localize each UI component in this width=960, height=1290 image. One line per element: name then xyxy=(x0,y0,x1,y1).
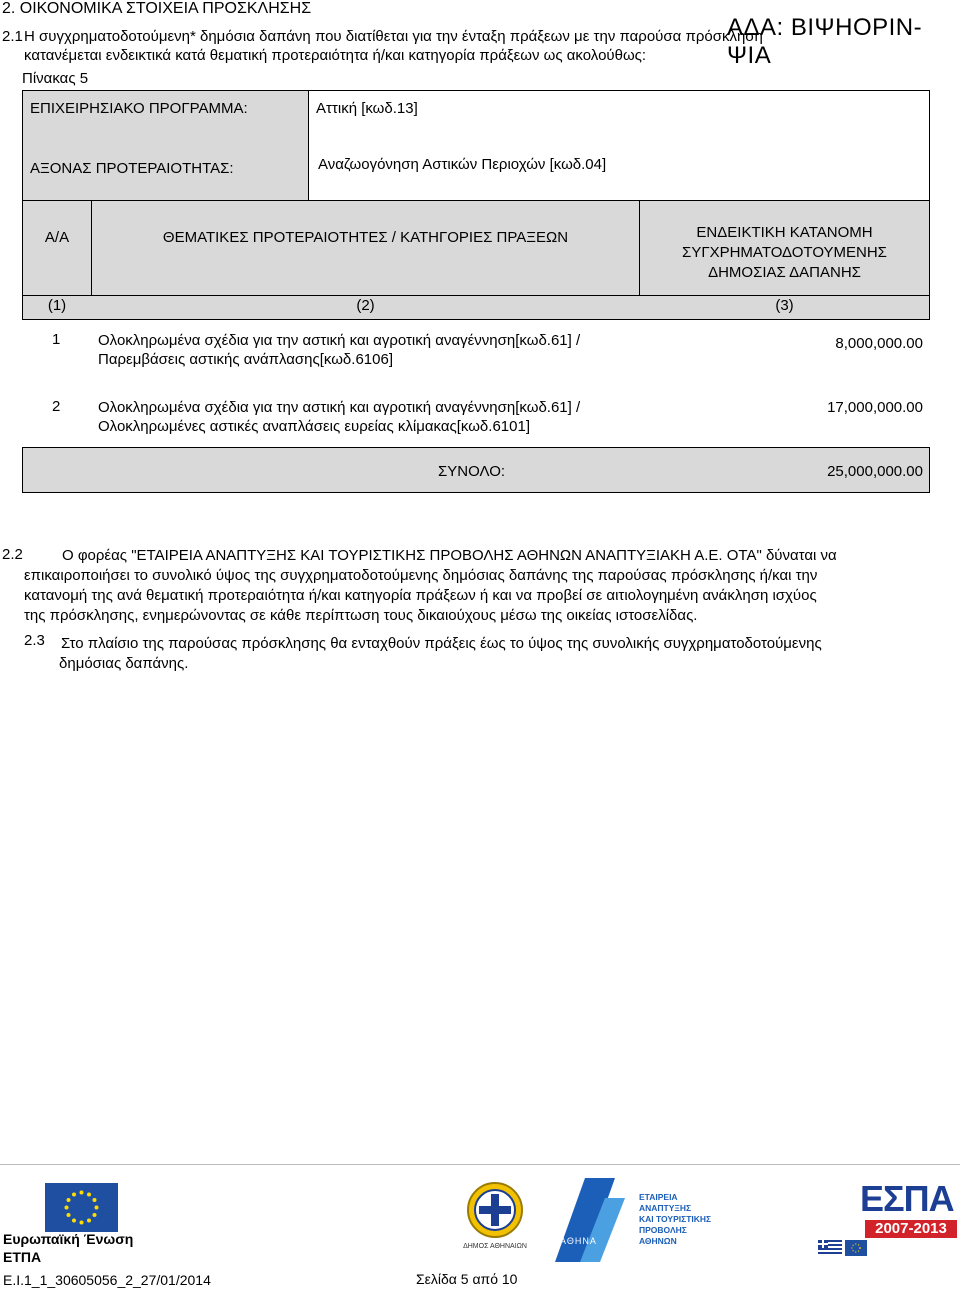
eu-label: Ευρωπαϊκή Ένωση xyxy=(3,1231,134,1247)
ada-code: ΑΔΑ: ΒΙΨΗΟΡΙΝ-ΨΙΑ xyxy=(727,14,923,69)
paragraph-number: 2.1 xyxy=(2,28,23,45)
section-title: 2. ΟΙΚΟΝΟΜΙΚΑ ΣΤΟΙΧΕΙΑ ΠΡΟΣΚΛΗΣΗΣ xyxy=(2,0,312,17)
athens-caption: ΔΗΜΟΣ ΑΘΗΝΑΙΩΝ xyxy=(463,1243,527,1250)
espa-logo xyxy=(810,1178,960,1258)
row-aa: 1 xyxy=(52,331,61,348)
eu-star-icon xyxy=(95,1206,99,1210)
paragraph-2-1 xyxy=(2,27,904,65)
paragraph-line: Στο πλαίσιο της παρούσας πρόσκλησης θα ενταχθούν πράξεις έως το ύψος της συνολικής συγχρηματοδοτούμενης xyxy=(61,635,822,652)
eu-star-icon xyxy=(87,1218,91,1222)
header-categories-cell xyxy=(91,200,640,296)
program-label: ΕΠΙΧΕΙΡΗΣΙΑΚΟ ΠΡΟΓΡΑΜΜΑ: xyxy=(30,100,248,117)
program-value: Αττική [κωδ.13] xyxy=(316,100,418,117)
greek-flag-icon xyxy=(818,1240,868,1260)
paragraph-line: κατανομή της ανά θεματική προτεραιότητα ή/και κατηγορία πράξεων ή και να προβεί σε αιτιολογημένη ανάκληση ισχύος xyxy=(24,587,817,604)
row-amount: 17,000,000.00 xyxy=(827,399,923,416)
eu-star-icon xyxy=(80,1221,84,1225)
etaireia-line: ΑΝΑΠΤΥΞΗΣ xyxy=(639,1203,692,1213)
eu-star-icon xyxy=(87,1193,91,1197)
document-code: Ε.Ι.1_1_30605056_2_27/01/2014 xyxy=(3,1272,211,1288)
header-aa-cell xyxy=(22,200,92,296)
axis-value: Αναζωογόνηση Αστικών Περιοχών [κωδ.04] xyxy=(318,156,607,173)
paragraph-line: επικαιροποιήσει το συνολικό ύψος της συγχρηματοδοτούμενης δημόσιας δαπάνης της παρούσας πρόσκλησης ή/και την xyxy=(24,567,818,584)
column-header-categories: ΘΕΜΑΤΙΚΕΣ ΠΡΟΤΕΡΑΙΟΤΗΤΕΣ / ΚΑΤΗΓΟΡΙΕΣ ΠΡΑΞΕΩΝ xyxy=(162,229,569,246)
column-number-1: (1) xyxy=(47,297,67,314)
row-category-line: Παρεμβάσεις αστικής ανάπλασης[κωδ.6106] xyxy=(98,351,393,368)
footer-divider xyxy=(0,1164,960,1165)
etpa-label: ΕΤΠΑ xyxy=(3,1249,42,1265)
paragraph-number: 2.2 xyxy=(2,546,23,563)
paragraph-line: δημόσιας δαπάνης. xyxy=(59,655,189,672)
espa-title: ΕΣΠΑ xyxy=(860,1178,954,1219)
eu-flag-icon xyxy=(45,1183,118,1232)
column-header-allocation-line: ΔΗΜΟΣΙΑΣ ΔΑΠΑΝΗΣ xyxy=(708,264,861,281)
paragraph-line: της πρόσκλησης, ενημερώνοντας σε κάθε περίπτωση τους δικαιούχους μέσω της οικείας ιστοσελίδας. xyxy=(24,607,698,624)
column-header-allocation-line: ΕΝΔΕΙΚΤΙΚΗ ΚΑΤΑΝΟΜΗ xyxy=(696,224,873,241)
etaireia-line: ΚΑΙ ΤΟΥΡΙΣΤΙΚΗΣ xyxy=(639,1214,712,1224)
paragraph-2-2 xyxy=(24,546,936,626)
row-aa: 2 xyxy=(52,398,61,415)
row-category-line: Ολοκληρωμένες αστικές αναπλάσεις ευρείας κλίμακας[κωδ.6101] xyxy=(98,418,530,435)
etaireia-line: ΕΤΑΙΡΕΙΑ xyxy=(639,1192,678,1202)
table-row xyxy=(98,331,580,369)
paragraph-number: 2.3 xyxy=(24,632,45,649)
eu-star-icon xyxy=(67,1213,71,1217)
row-category-line: Ολοκληρωμένα σχέδια για την αστική και αγροτική αναγέννηση[κωδ.61] / xyxy=(98,399,581,416)
etaireia-logo xyxy=(555,1178,740,1262)
total-label: ΣΥΝΟΛΟ: xyxy=(438,463,506,480)
etaireia-line: ΠΡΟΒΟΛΗΣ xyxy=(639,1225,687,1235)
row-category-line: Ολοκληρωμένα σχέδια για την αστική και αγροτική αναγέννηση[κωδ.61] / xyxy=(98,332,581,349)
paragraph-line: κατανέμεται ενδεικτικά κατά θεματική προτεραιότητα ή/και κατηγορία πράξεων ως ακολούθως: xyxy=(24,47,647,64)
eu-star-icon xyxy=(65,1206,69,1210)
column-header-allocation xyxy=(639,223,930,283)
row-amount: 8,000,000.00 xyxy=(835,335,923,352)
paragraph-line: Ο φορέας "ΕΤΑΙΡΕΙΑ ΑΝΑΠΤΥΞΗΣ ΚΑΙ ΤΟΥΡΙΣΤΙΚΗΣ ΠΡΟΒΟΛΗΣ ΑΘΗΝΩΝ ΑΝΑΠΤΥΞΙΑΚΗ Α.Ε. ΟΤΑ" δύναται να xyxy=(62,547,837,564)
column-header-aa: Α/Α xyxy=(44,229,70,246)
column-number-2: (2) xyxy=(356,297,375,314)
eu-star-icon xyxy=(67,1198,71,1202)
page-number: Σελίδα 5 από 10 xyxy=(416,1271,518,1287)
table-label: Πίνακας 5 xyxy=(22,70,89,87)
paragraph-line: Η συγχρηματοδοτούμενη* δημόσια δαπάνη που διατίθεται για την ένταξη πράξεων με την παρούσα πρόσκληση xyxy=(24,28,763,45)
eu-star-icon xyxy=(92,1198,96,1202)
total-value: 25,000,000.00 xyxy=(827,463,923,480)
espa-years: 2007-2013 xyxy=(865,1220,957,1238)
etaireia-text xyxy=(639,1192,711,1247)
axis-label: ΑΞΟΝΑΣ ΠΡΟΤΕΡΑΙΟΤΗΤΑΣ: xyxy=(30,160,234,177)
eu-star-icon xyxy=(80,1191,84,1195)
eu-star-icon xyxy=(72,1218,76,1222)
eu-star-icon xyxy=(72,1193,76,1197)
table-row xyxy=(98,398,580,436)
etaireia-line: ΑΘΗΝΩΝ xyxy=(639,1236,677,1246)
athens-municipality-logo xyxy=(455,1180,535,1255)
eu-star-icon xyxy=(92,1213,96,1217)
paragraph-2-3 xyxy=(61,634,921,674)
column-header-allocation-line: ΣΥΓΧΡΗΜΑΤΟΔΟΤΟΥΜΕΝΗΣ xyxy=(682,244,887,261)
athina-mark: ΑΘΗΝΑ xyxy=(560,1236,597,1246)
column-number-3: (3) xyxy=(775,297,794,314)
